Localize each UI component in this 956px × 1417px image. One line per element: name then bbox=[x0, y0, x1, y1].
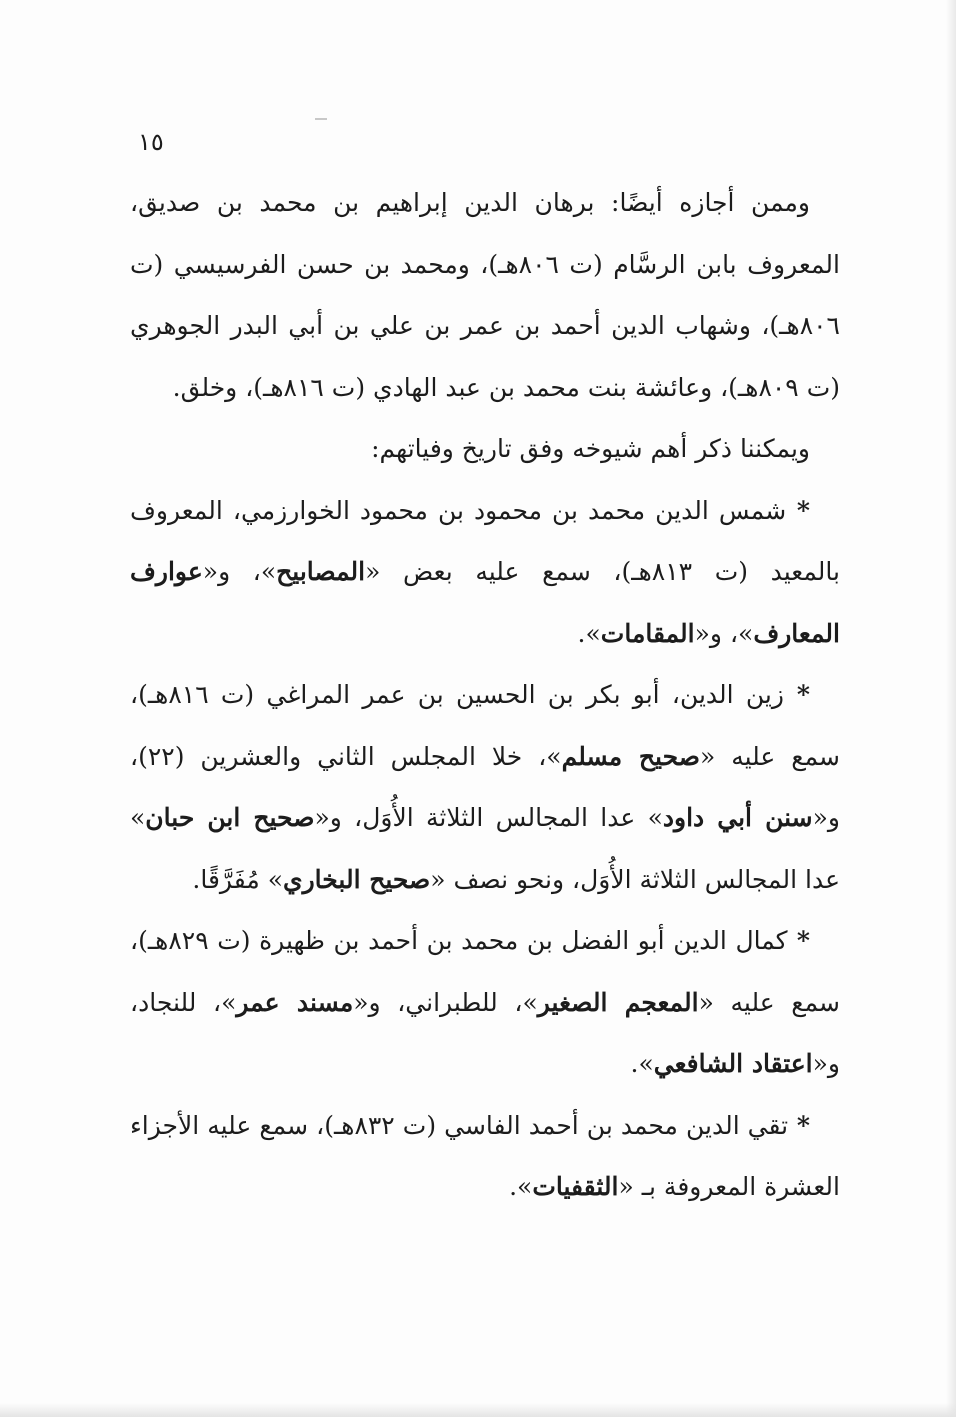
asterisk-marker: * bbox=[788, 1110, 810, 1140]
paragraph-intro-shuyukh bbox=[130, 418, 840, 480]
book-title: صحيح البخاري bbox=[283, 864, 431, 894]
paragraph-text: ويمكننا ذكر أهم شيوخه وفق تاريخ وفياتهم: bbox=[371, 434, 810, 463]
paragraph-text: »، و« bbox=[694, 618, 754, 648]
body-text bbox=[130, 172, 840, 1218]
book-title: سنن أبي داود bbox=[662, 803, 813, 832]
paragraph-text: »، للنجاد، و« bbox=[130, 987, 840, 1078]
paragraph-shaykh-maraghi bbox=[130, 664, 840, 910]
paragraph-text: » مُفَرَّقًا. bbox=[192, 864, 284, 894]
paragraph-text: » عدا المجالس الثلاثة الأُوَل، و« bbox=[314, 803, 663, 832]
paragraph-shaykh-khwarizmi bbox=[130, 480, 840, 665]
paragraph-shaykh-fasi bbox=[130, 1095, 840, 1218]
paragraph-text: كمال الدين أبو الفضل بن محمد بن أحمد بن ظهيرة (ت ٨٢٩هـ)، سمع عليه « bbox=[130, 926, 840, 1017]
paragraph-shaykh-ibn-zahira bbox=[130, 910, 840, 1095]
paragraph-text: »، خلا المجلس الثاني والعشرين (٢٢)، و« bbox=[130, 741, 840, 832]
book-title: المقامات bbox=[600, 618, 695, 648]
paragraph-text: ». bbox=[509, 1172, 533, 1201]
paragraph-ijazat bbox=[130, 172, 840, 418]
paragraph-text: »، و« bbox=[202, 557, 277, 586]
scan-mark bbox=[315, 118, 327, 120]
asterisk-marker: * bbox=[783, 680, 810, 709]
paragraph-text: ». bbox=[577, 618, 601, 648]
paragraph-text: شمس الدين محمد بن محمود بن محمود الخوارزمي، المعروف بالمعيد (ت ٨١٣هـ)، سمع عليه بعض « bbox=[130, 495, 840, 586]
book-title: الثقفيات bbox=[532, 1172, 619, 1201]
paragraph-text: »، للطبراني، و« bbox=[353, 987, 538, 1017]
book-title: مسند عمر bbox=[236, 987, 354, 1017]
scan-shadow-bottom bbox=[0, 1403, 956, 1417]
paragraph-text: وممن أجازه أيضًا: برهان الدين إبراهيم بن محمد بن صديق، المعروف بابن الرسَّام (ت ٨٠٦هـ)، ومحمد بن حسن الفرسيسي (ت ٨٠٦هـ)، وشهاب الدين أحمد بن عمر بن علي بن أبي البدر الجوهري (ت ٨٠٩هـ)، وعائشة بنت محمد بن عبد الهادي (ت ٨١٦هـ)، وخلق. bbox=[130, 188, 840, 402]
book-title: صحيح مسلم bbox=[561, 741, 700, 771]
asterisk-marker: * bbox=[786, 495, 810, 525]
paragraph-text: » عدا المجالس الثلاثة الأُوَل، ونحو نصف « bbox=[130, 803, 840, 894]
book-title: صحيح ابن حبان bbox=[145, 803, 315, 832]
asterisk-marker: * bbox=[787, 926, 810, 955]
book-title: اعتقاد الشافعي bbox=[653, 1049, 813, 1078]
paragraph-text: ». bbox=[630, 1049, 654, 1078]
paragraph-text: زين الدين، أبو بكر بن الحسين بن عمر المراغي (ت ٨١٦هـ)، سمع عليه « bbox=[130, 680, 840, 771]
book-title: عوارف المعارف bbox=[130, 557, 840, 648]
paragraph-text: تقي الدين محمد بن أحمد الفاسي (ت ٨٣٢هـ)، سمع عليه الأجزاء العشرة المعروفة بـ « bbox=[130, 1110, 840, 1201]
book-title: المعجم الصغير bbox=[537, 987, 699, 1017]
book-title: المصابيح bbox=[276, 557, 366, 586]
scan-shadow-right bbox=[946, 0, 956, 1417]
page-number: ١٥ bbox=[138, 128, 164, 156]
